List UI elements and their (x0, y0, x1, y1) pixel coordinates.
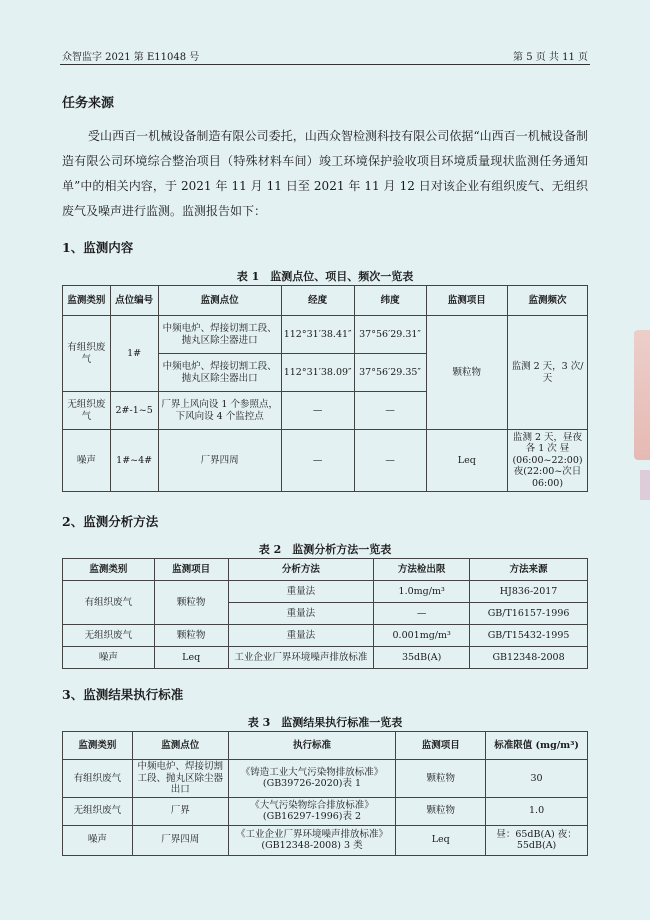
table-cell: 112°31′38.09″ (281, 354, 354, 392)
t1-header: 纬度 (354, 286, 426, 316)
t2-header: 监测类别 (63, 559, 155, 581)
table-cell: 颗粒物 (154, 581, 228, 625)
section-title: 任务来源 (62, 96, 115, 111)
table-cell: 《工业企业厂界环境噪声排放标准》(GB12348-2008) 3 类 (228, 825, 396, 855)
table-cell: 中频电炉、焊接切割工段、抛丸区除尘器出口 (132, 760, 228, 798)
t3-header: 标准限值 (mg/m³) (486, 732, 588, 760)
t3-header: 监测点位 (132, 732, 228, 760)
t2-header: 方法检出限 (374, 559, 470, 581)
table-cell: 无组织废气 (63, 392, 111, 430)
table-cell: — (354, 430, 426, 492)
table-cell: 37°56′29.31″ (354, 316, 426, 354)
table-cell: GB12348-2008 (470, 647, 588, 669)
table-cell: 无组织废气 (63, 797, 133, 825)
table-cell: 中频电炉、焊接切割工段、抛丸区除尘器进口 (158, 316, 281, 354)
table-cell: 颗粒物 (396, 797, 486, 825)
intro-paragraph: 受山西百一机械设备制造有限公司委托，山西众智检测科技有限公司依据“山西百一机械设备制造有限公司环境综合整治项目（特殊材料车间）竣工环境保护验收项目环境质量现状监测任务通知单”中的相关内容，于 2021 年 11 月 11 日至 2021 年 11 月 12 日对该企业有组织废气、无组织废气及噪声进行监测。监测报告如下： (62, 129, 588, 218)
table-3-caption: 表 3 监测结果执行标准一览表 (247, 716, 403, 729)
table-cell: Leq (154, 647, 228, 669)
table-cell: GB/T16157-1996 (470, 603, 588, 625)
table-cell: 2#-1~5 (110, 392, 158, 430)
table-cell: — (374, 603, 470, 625)
t2-header: 分析方法 (228, 559, 374, 581)
table-cell: 30 (486, 760, 588, 798)
t1-header: 监测项目 (426, 286, 507, 316)
table-cell: 噪声 (63, 647, 155, 669)
t2-header: 方法来源 (470, 559, 588, 581)
table-cell: 1.0 (486, 797, 588, 825)
table-cell: 噪声 (63, 825, 133, 855)
table-cell: 《大气污染物综合排放标准》(GB16297-1996)表 2 (228, 797, 396, 825)
t1-header: 监测类别 (63, 286, 111, 316)
table-cell: Leq (396, 825, 486, 855)
table-cell: 监测 2 天，3 次/天 (508, 316, 588, 430)
table-cell: 1#~4# (110, 430, 158, 492)
table-cell: 厂界 (132, 797, 228, 825)
t3-header: 执行标准 (228, 732, 396, 760)
table-cell: 1.0mg/m³ (374, 581, 470, 603)
table-1-caption: 表 1 监测点位、项目、频次一览表 (236, 270, 414, 283)
table-cell: 噪声 (63, 430, 111, 492)
table-cell: 1# (110, 316, 158, 392)
seal-stamp (634, 330, 650, 460)
seal-stamp-fragment (640, 470, 650, 500)
header-divider (60, 64, 590, 65)
table-cell: 厂界上风向设 1 个参照点，下风向设 4 个监控点 (158, 392, 281, 430)
t1-header: 监测点位 (158, 286, 281, 316)
table-cell: 昼：65dB(A) 夜：55dB(A) (486, 825, 588, 855)
table-cell: — (281, 430, 354, 492)
table-cell: 重量法 (228, 603, 374, 625)
table-cell: 112°31′38.41″ (281, 316, 354, 354)
table-2 (62, 558, 588, 669)
table-cell: 工业企业厂界环境噪声排放标准 (228, 647, 374, 669)
t3-header: 监测类别 (63, 732, 133, 760)
t3-header: 监测项目 (396, 732, 486, 760)
table-cell: 有组织废气 (63, 581, 155, 625)
t1-header: 点位编号 (110, 286, 158, 316)
table-cell: — (281, 392, 354, 430)
report-number: 众智监字 2021 第 E11048 号 (62, 52, 200, 63)
table-cell: 颗粒物 (154, 625, 228, 647)
table-cell: 35dB(A) (374, 647, 470, 669)
t1-header: 监测频次 (508, 286, 588, 316)
page-number: 第 5 页 共 11 页 (513, 52, 588, 63)
table-cell: 颗粒物 (396, 760, 486, 798)
section-3-heading: 3、监测结果执行标准 (62, 687, 184, 702)
table-cell: Leq (426, 430, 507, 492)
table-cell: 无组织废气 (63, 625, 155, 647)
table-cell: 重量法 (228, 625, 374, 647)
table-cell: HJ836-2017 (470, 581, 588, 603)
t2-header: 监测项目 (154, 559, 228, 581)
section-1-heading: 1、监测内容 (62, 240, 134, 255)
table-1 (62, 285, 588, 492)
table-cell: 中频电炉、焊接切割工段、抛丸区除尘器出口 (158, 354, 281, 392)
table-cell: 有组织废气 (63, 760, 133, 798)
table-cell: 0.001mg/m³ (374, 625, 470, 647)
table-cell: 厂界四周 (158, 430, 281, 492)
table-cell: — (354, 392, 426, 430)
table-cell: 监测 2 天，昼夜各 1 次 昼(06:00~22:00) 夜(22:00~次日06:00) (508, 430, 588, 492)
table-cell: 37°56′29.35″ (354, 354, 426, 392)
table-cell: 有组织废气 (63, 316, 111, 392)
table-3 (62, 731, 588, 856)
table-cell: 重量法 (228, 581, 374, 603)
section-2-heading: 2、监测分析方法 (62, 514, 159, 529)
table-cell: 颗粒物 (426, 316, 507, 430)
t1-header: 经度 (281, 286, 354, 316)
table-cell: 厂界四周 (132, 825, 228, 855)
table-cell: GB/T15432-1995 (470, 625, 588, 647)
table-cell: 《铸造工业大气污染物排放标准》(GB39726-2020)表 1 (228, 760, 396, 798)
table-2-caption: 表 2 监测分析方法一览表 (258, 543, 392, 556)
